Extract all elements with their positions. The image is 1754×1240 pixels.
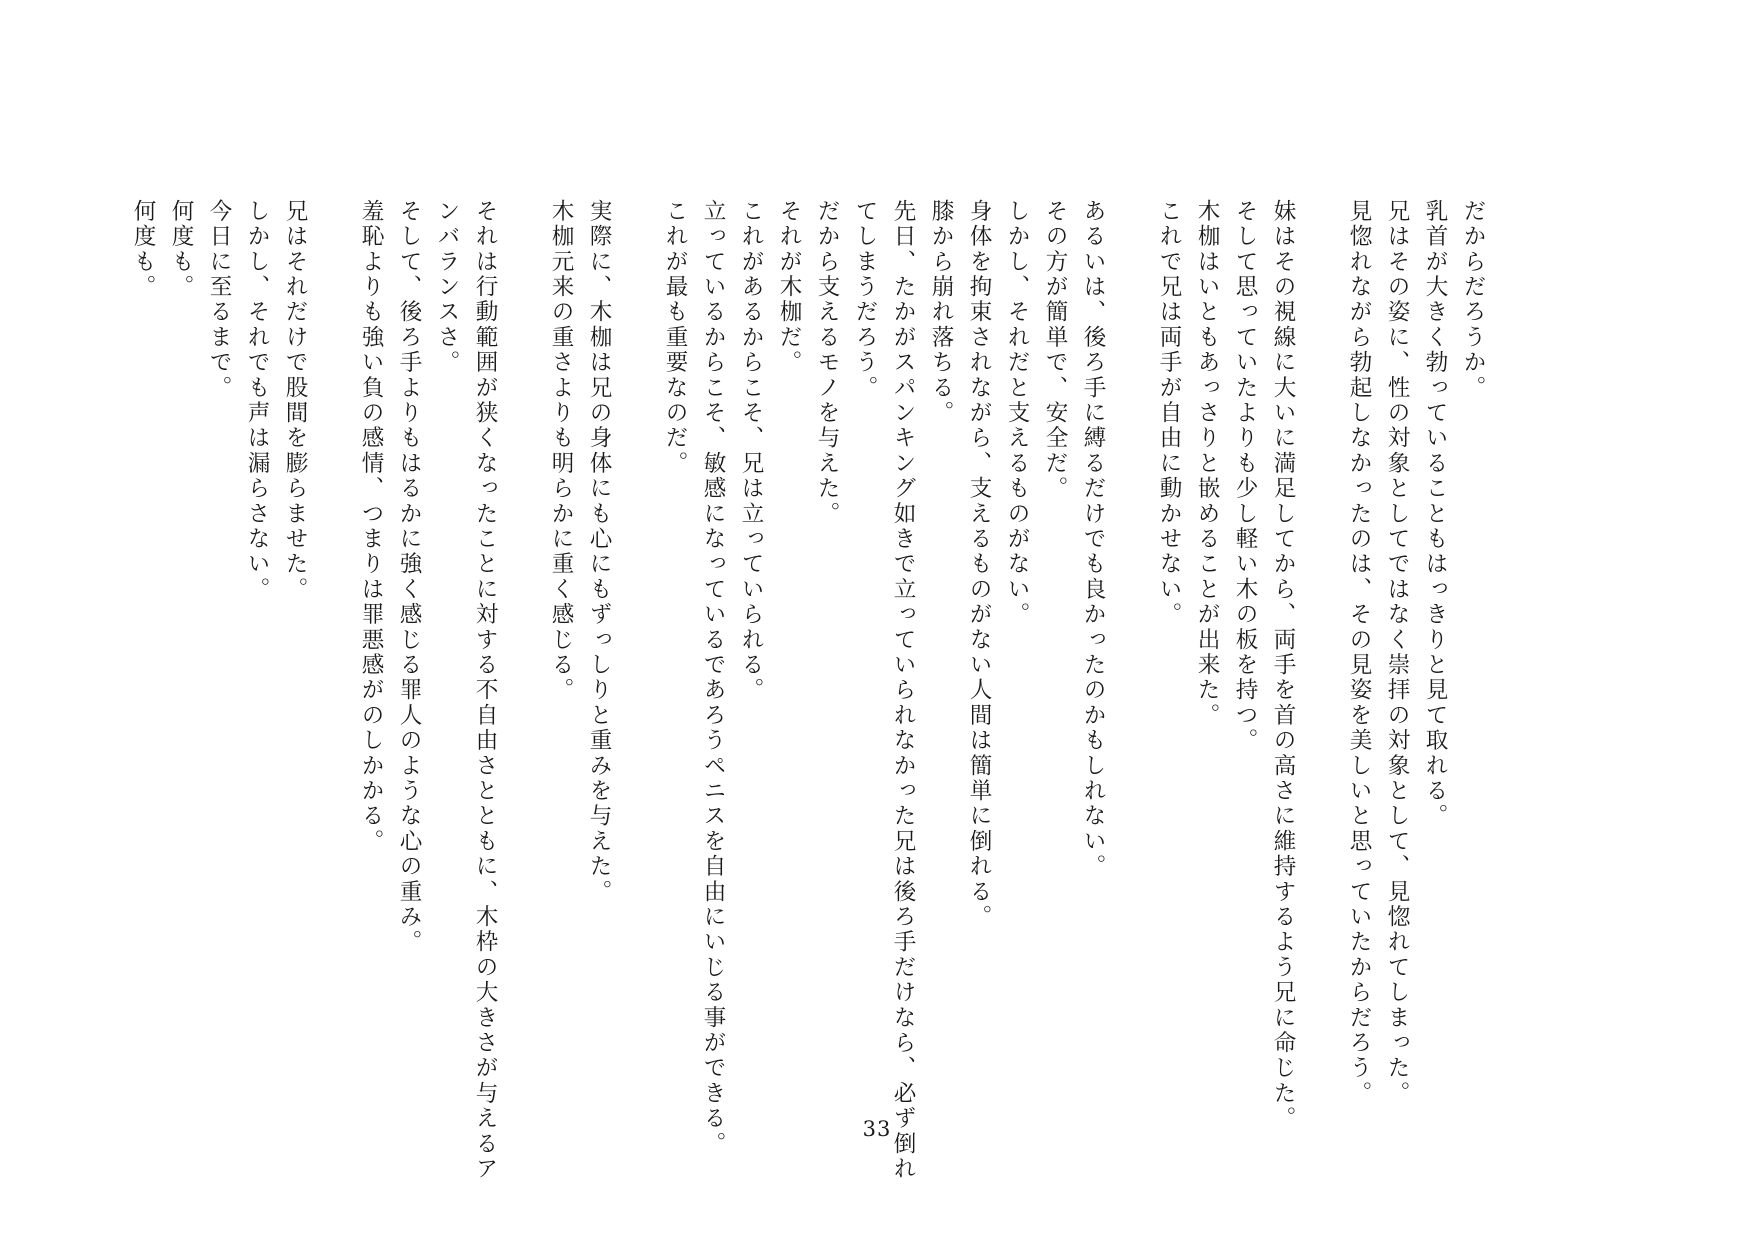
text-line: 兄はその姿に、性の対象としてではなく崇拝の対象として、見惚れてしまった。 — [1384, 199, 1410, 1107]
text-line: ンバランスさ。 — [434, 199, 460, 376]
text-line: 乳首が大きく勃っていることもはっきりと見て取れる。 — [1422, 199, 1448, 829]
text-line: てしまうだろう。 — [852, 199, 878, 401]
text-line: そして、後ろ手よりもはるかに強く感じる罪人のような心の重み。 — [396, 199, 422, 955]
text-line: これがあるからこそ、兄は立っていられる。 — [738, 199, 764, 703]
text-line: これで兄は両手が自由に動かせない。 — [1156, 199, 1182, 628]
text-line: しかし、それでも声は漏らさない。 — [244, 199, 270, 603]
text-line: 羞恥よりも強い負の感情、つまりは罪悪感がのしかかる。 — [358, 199, 384, 855]
text-line: 木枷はいともあっさりと嵌めることが出来た。 — [1194, 199, 1220, 729]
text-line: これが最も重要なのだ。 — [662, 199, 688, 477]
text-line: その方が簡単で、安全だ。 — [1042, 199, 1068, 502]
text-line: だから支えるモノを与えた。 — [814, 199, 840, 527]
text-line: 何度も。 — [130, 199, 156, 300]
text-line: 今日に至るまで。 — [206, 199, 232, 401]
text-line: 見惚れながら勃起しなかったのは、その見姿を美しいと思っていたからだろう。 — [1346, 199, 1372, 1107]
text-line: それが木枷だ。 — [776, 199, 802, 376]
text-line: 何度も。 — [168, 199, 194, 300]
text-line: それは行動範囲が狭くなったことに対する不自由さとともに、木枠の大きさが与えるア — [472, 199, 498, 1182]
text-line: あるいは、後ろ手に縛るだけでも良かったのかもしれない。 — [1080, 199, 1106, 880]
text-line: しかし、それだと支えるものがない。 — [1004, 199, 1030, 628]
text-line: 立っているからこそ、敏感になっているであろうペニスを自由にいじる事ができる。 — [700, 199, 726, 1157]
text-line: 実際に、木枷は兄の身体にも心にもずっしりと重みを与えた。 — [586, 199, 612, 905]
page-number: 33 — [862, 1117, 892, 1141]
text-line: 木枷元来の重さよりも明らかに重く感じる。 — [548, 199, 574, 703]
text-line: そして思っていたよりも少し軽い木の板を持つ。 — [1232, 199, 1258, 754]
text-line: だからだろうか。 — [1460, 199, 1486, 401]
text-line: 妹はその視線に大いに満足してから、両手を首の高さに維持するよう兄に命じた。 — [1270, 199, 1296, 1132]
text-line: 身体を拘束されながら、支えるものがない人間は簡単に倒れる。 — [966, 199, 992, 930]
text-line: 先日、たかがスパンキング如きで立っていられなかった兄は後ろ手だけなら、必ず倒れ — [890, 199, 916, 1182]
text-line: 膝から崩れ落ちる。 — [928, 199, 954, 426]
text-line: 兄はそれだけで股間を膨らませた。 — [282, 199, 308, 603]
